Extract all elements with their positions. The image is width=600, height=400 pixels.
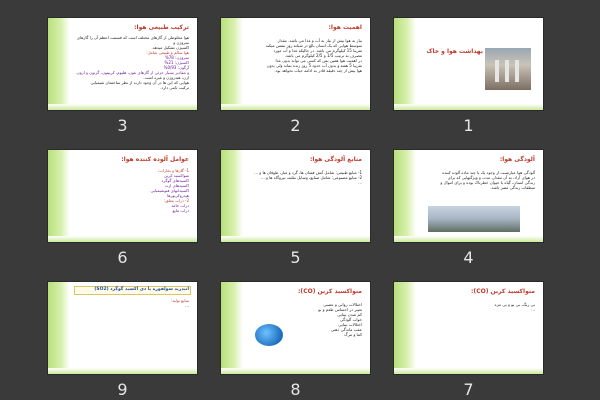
slide-number: 9 <box>117 380 128 399</box>
slide-number: 6 <box>117 248 128 267</box>
slide-title: آلودگی هوا: <box>499 156 535 163</box>
slide-body: منابع تولید: ... <box>170 298 189 308</box>
slide-title: عوامل آلوده کننده هوا: <box>121 156 189 163</box>
slide-title: منواکسید کربن (CO): <box>298 288 362 295</box>
slide-title: منابع آلودگی هوا: <box>309 156 362 163</box>
slide-body: 1- منابع طبیعی: شامل آتش فشان ها، گرد و غبار، طوفان ها و ... 2- منابع مصنوعی: شامل صنایع، وسایل نقلیه، نیروگاه ها و ... ... <box>254 170 362 185</box>
slide-title: منواکسید کربن (CO): <box>471 288 535 295</box>
slide-number: 8 <box>290 380 301 399</box>
smog-image <box>428 206 520 232</box>
slide-body: نیاز به هوا بیش از نیاز به آب و غذا می باشد. مقدار متوسط هوایی که یک انسان بالغ در شبانه روز تنفس میکند تقریبا 15 کیلوگرم می باشد. در حالیکه غذا و آب مورد مصرف به ترتیب 1/5 و 2/5 کیلوگرم می باشد. در اهمیت هوا همین بس که کسی می تواند بدون غذا تقریبا 5 هفته و بدون آب حدود 5 روز زنده بماند ولی بدون هوا بیش از چند دقیقه قادر به ادامه حیات نخواهد بود. <box>265 38 362 73</box>
slide-number: 4 <box>463 248 474 267</box>
slide-number: 2 <box>290 116 301 135</box>
slide-title: اهمیت هوا: <box>328 24 362 31</box>
factory-image <box>485 48 531 90</box>
slide-title: ترکیب طبیعی هوا: <box>134 24 189 31</box>
slide-body: اختلالات روانی و عصبی تغییر در احساس طعم و بو کم شدن بینایی خواب آلودگی اختلالات بینایی عقب ماندگی ذهنی کما و مرگ <box>318 302 362 337</box>
globe-image <box>255 324 283 346</box>
slide-title: بهداشت هوا و خاک <box>426 48 483 55</box>
slide-body: 1- گازها و بخارات: منواکسید کربن اکسیدهای گوگرد اکسیدهای ازت اکسیدانهای فتوشیمیایی هیدروکربورها 2- ذرات معلق: ذرات جامد ذرات مایع <box>150 168 189 213</box>
slide-body: هوا مخلوطی از گازهای مختلف است که قسمت اعظم آن را گازهای نیتروژن و اکسیژن تشکیل میدهد. هوا سالم و طبیعی شامل: نیتروژن: 78% اکسیژن: 21% آرگون: 0/93% و مقادیر بسیار جزئی از گازهای نئون، هلیوم، کریپتون، گزنون و ازون. ازن، هیدروژن و غیره است. هوایی که این ها در آن وجود دارند از نظر ساختمان شیمیایی ترکیب ثابتی دارد. <box>75 35 189 90</box>
slide-number: 7 <box>463 380 474 399</box>
slide-number: 5 <box>290 248 301 267</box>
slide-body: بی رنگ، بی بو و بی مزه ... <box>494 302 535 312</box>
slide-number: 3 <box>117 116 128 135</box>
slide-title: انیدرید سولفوره یا دی اکسید گوگرد (SO2) <box>94 287 189 292</box>
slide-body: آلودگی هوا عبارتست از وجود یک یا چند ماده آلوده کننده در هوای آزاد، به آن مقدار، مدت و ویژگیهایی که برای زندگی انسان، گیاه یا حیوان خطرناک بوده و برای اموال و منطقات زندگی مضر باشد. <box>440 170 535 190</box>
slide-number: 1 <box>463 116 474 135</box>
